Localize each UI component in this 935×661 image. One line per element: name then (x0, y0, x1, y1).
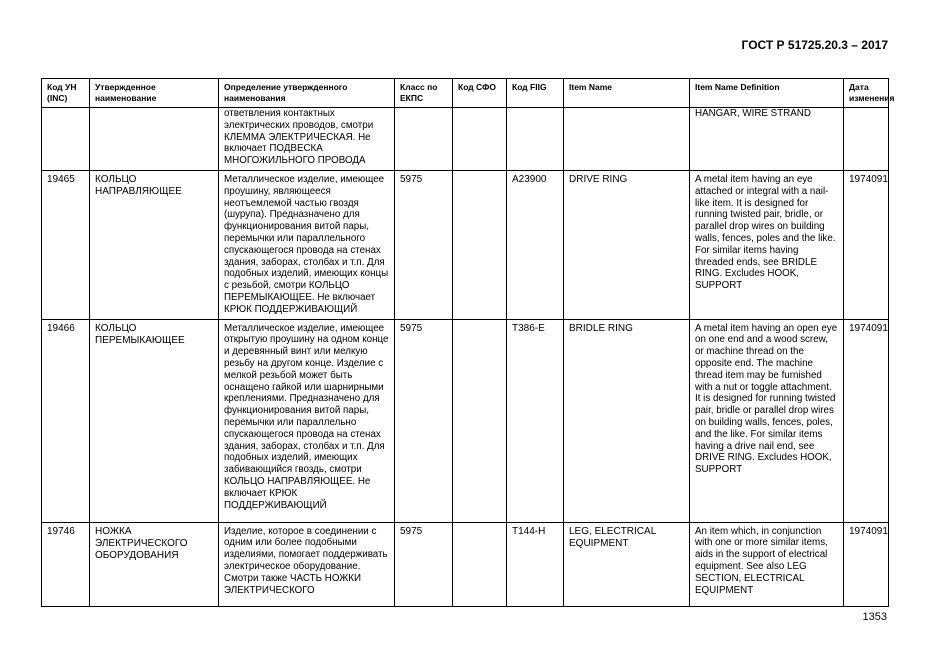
cell-fiig-code (507, 108, 564, 171)
cell-ekps-class: 5975 (395, 522, 453, 606)
cell-definition: Металлическое изделие, имеющее проушину, являющееся неотъемлемой частью гвоздя (шурупа). Предназначено для функционирования витой пары, перемычки или параллельного спускающегося провода на стенах здания, заборах, столбах и т.п. Для подобных изделий, имеющих концы с резьбой, смотри КОЛЬЦО ПЕРЕМЫКАЮЩЕЕ. Не включает КРЮК ПОДДЕРЖИВАЮЩИЙ (219, 170, 395, 319)
cell-ekps-class (395, 108, 453, 171)
cell-item-name: LEG, ELECTRICAL EQUIPMENT (564, 522, 690, 606)
cell-approved-name: НОЖКА ЭЛЕКТРИЧЕСКОГО ОБОРУДОВАНИЯ (90, 522, 219, 606)
cell-sfo-code (453, 108, 507, 171)
table-row (42, 522, 889, 606)
table-row (42, 319, 889, 522)
header-change-date: Дата изменения (844, 79, 889, 108)
cell-item-name (564, 108, 690, 171)
cell-fiig-code: T144-H (507, 522, 564, 606)
cell-ekps-class: 5975 (395, 319, 453, 522)
document-standard-title: ГОСТ Р 51725.20.3 – 2017 (741, 38, 888, 52)
cell-change-date: 1974091 (844, 319, 889, 522)
cell-approved-name: КОЛЬЦО НАПРАВЛЯЮЩЕЕ (90, 170, 219, 319)
cell-change-date: 1974091 (844, 522, 889, 606)
cell-inc: 19466 (42, 319, 90, 522)
cell-item-name: BRIDLE RING (564, 319, 690, 522)
cell-item-definition: HANGAR, WIRE STRAND (690, 108, 844, 171)
cell-approved-name: КОЛЬЦО ПЕРЕМЫКАЮЩЕЕ (90, 319, 219, 522)
cell-definition: Металлическое изделие, имеющее открытую проушину на одном конце и деревянный винт или мелкую резьбу на другом конце. Изделие с мелкой резьбой может быть оснащено гайкой или шарнирными креплениями. Предназначено для функционирования витой пары, перемычки или параллельно спускающегося провода на стенах здания, заборах, столбах и т.п. Для подобных изделий, имеющих забивающийся гвоздь, смотри КОЛЬЦО НАПРАВЛЯЮЩЕЕ. Не включает КРЮК ПОДДЕРЖИВАЮЩИЙ (219, 319, 395, 522)
header-item-name: Item Name (564, 79, 690, 108)
header-ekps-class: Класс по ЕКПС (395, 79, 453, 108)
cell-sfo-code (453, 522, 507, 606)
table-row (42, 108, 889, 171)
cell-change-date: 1974091 (844, 170, 889, 319)
header-approved-name: Утвержденное наименование (90, 79, 219, 108)
cell-fiig-code: T386-E (507, 319, 564, 522)
header-definition: Определение утвержденного наименования (219, 79, 395, 108)
table-row (42, 170, 889, 319)
cell-inc (42, 108, 90, 171)
header-inc: Код УН (INC) (42, 79, 90, 108)
page-number: 1353 (862, 611, 887, 623)
cell-item-definition: An item which, in conjunction with one or more similar items, aids in the support of electrical equipment. See also LEG SECTION, ELECTRICAL EQUIPMENT (690, 522, 844, 606)
cell-approved-name (90, 108, 219, 171)
cell-definition: Изделие, которое в соединении с одним или более подобными изделиями, помогает поддерживать электрическое оборудование. Смотри также ЧАСТЬ НОЖКИ ЭЛЕКТРИЧЕСКОГО (219, 522, 395, 606)
header-sfo-code: Код СФО (453, 79, 507, 108)
cell-inc: 19746 (42, 522, 90, 606)
catalog-table (41, 78, 895, 607)
header-fiig-code: Код FIIG (507, 79, 564, 108)
cell-sfo-code (453, 319, 507, 522)
cell-change-date (844, 108, 889, 171)
cell-fiig-code: A23900 (507, 170, 564, 319)
cell-item-name: DRIVE RING (564, 170, 690, 319)
cell-definition: ответвления контактных электрических проводов, смотри КЛЕММА ЭЛЕКТРИЧЕСКАЯ. Не включает ПОДВЕСКА МНОГОЖИЛЬНОГО ПРОВОДА (219, 108, 395, 171)
cell-ekps-class: 5975 (395, 170, 453, 319)
cell-item-definition: A metal item having an eye attached or integral with a nail-like item. It is designed for running twisted pair, bridle, or parallel drop wires on building walls, fences, poles and the like. For similar items having threaded ends, see BRIDLE RING. Excludes HOOK, SUPPORT (690, 170, 844, 319)
table-header-row (42, 79, 889, 108)
cell-inc: 19465 (42, 170, 90, 319)
cell-item-definition: A metal item having an open eye on one end and a wood screw, or machine thread on the opposite end. The machine thread item may be furnished with a nut or toggle attachment. It is designed for running twisted pair, bridle or parallel drop wires on building walls, fences, poles, and the like. For similar items having a drive nail end, see DRIVE RING. Excludes HOOK, SUPPORT (690, 319, 844, 522)
cell-sfo-code (453, 170, 507, 319)
header-item-definition: Item Name Definition (690, 79, 844, 108)
